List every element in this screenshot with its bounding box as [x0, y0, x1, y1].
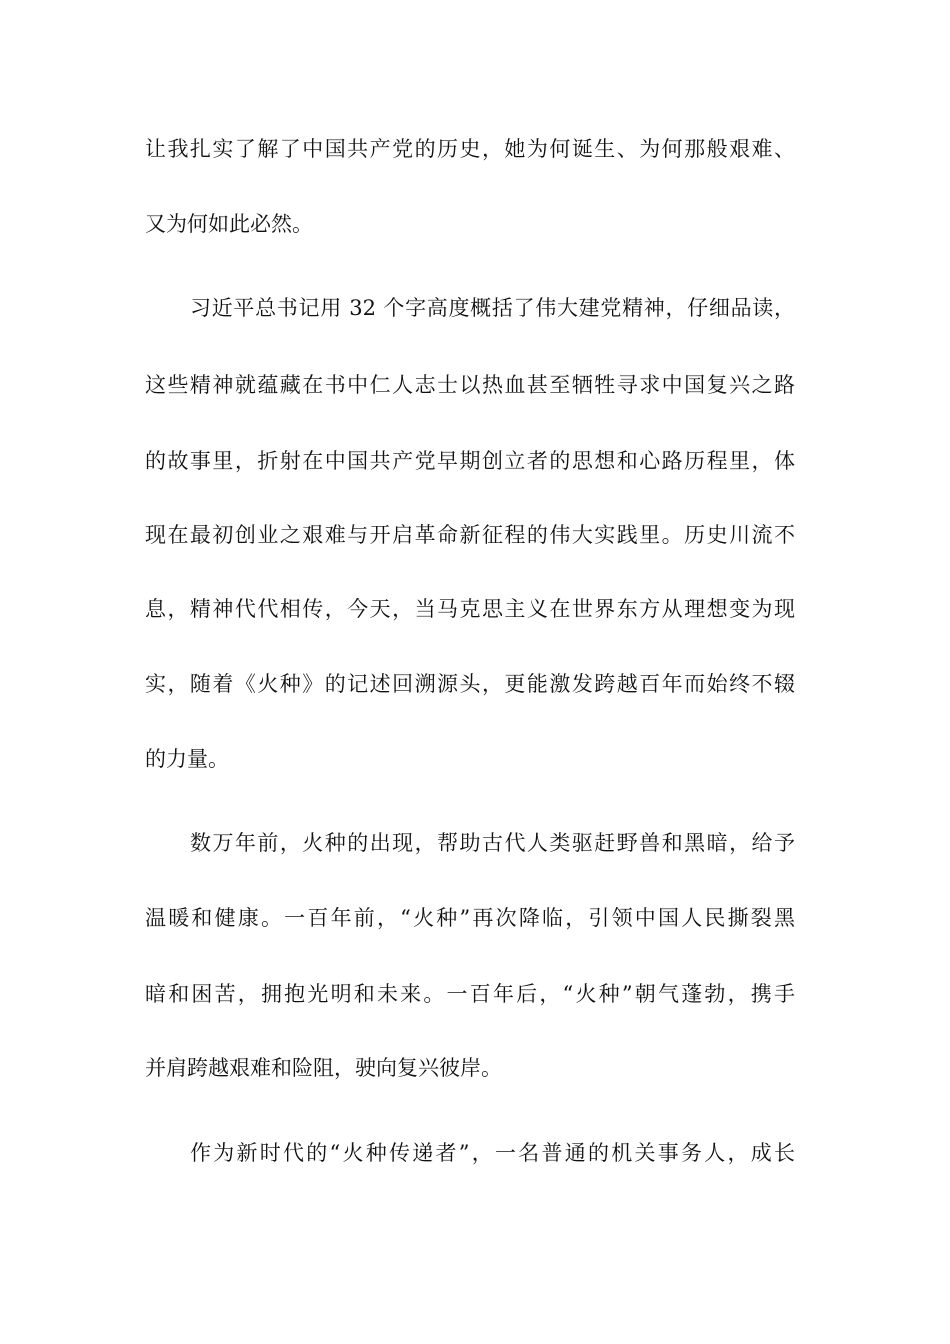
paragraph-1-line-2: 又为何如此必然。: [145, 212, 313, 236]
paragraph-2-line-1: 习近平总书记用 32 个字高度概括了伟大建党精神，仔细品读，: [190, 296, 795, 320]
paragraph-3-line-1: 数万年前，火种的出现，帮助古代人类驱赶野兽和黑暗，给予: [190, 831, 795, 855]
paragraph-3-line-2: 温暖和健康。一百年前，“火种”再次降临，引领中国人民撕裂黑: [145, 906, 795, 930]
paragraph-2-line-6: 实，随着《火种》的记述回溯源头，更能激发跨越百年而始终不辍: [145, 672, 795, 696]
paragraph-4-line-1: 作为新时代的“火种传递者”，一名普通的机关事务人，成长: [190, 1141, 795, 1165]
paragraph-1-line-1: 让我扎实了解了中国共产党的历史，她为何诞生、为何那般艰难、: [145, 137, 795, 161]
paragraph-2-line-2: 这些精神就蕴藏在书中仁人志士以热血甚至牺牲寻求中国复兴之路: [145, 373, 795, 397]
paragraph-3-line-3: 暗和困苦，拥抱光明和未来。一百年后，“火种”朝气蓬勃，携手: [145, 982, 795, 1006]
paragraph-2-line-4: 现在最初创业之艰难与开启革命新征程的伟大实践里。历史川流不: [145, 523, 795, 547]
paragraph-2-line-7: 的力量。: [145, 747, 229, 771]
paragraph-2-line-5: 息，精神代代相传，今天，当马克思主义在世界东方从理想变为现: [145, 597, 795, 621]
paragraph-2-line-3: 的故事里，折射在中国共产党早期创立者的思想和心路历程里，体: [145, 449, 795, 473]
paragraph-3-line-4: 并肩跨越艰难和险阻，驶向复兴彼岸。: [145, 1056, 502, 1080]
